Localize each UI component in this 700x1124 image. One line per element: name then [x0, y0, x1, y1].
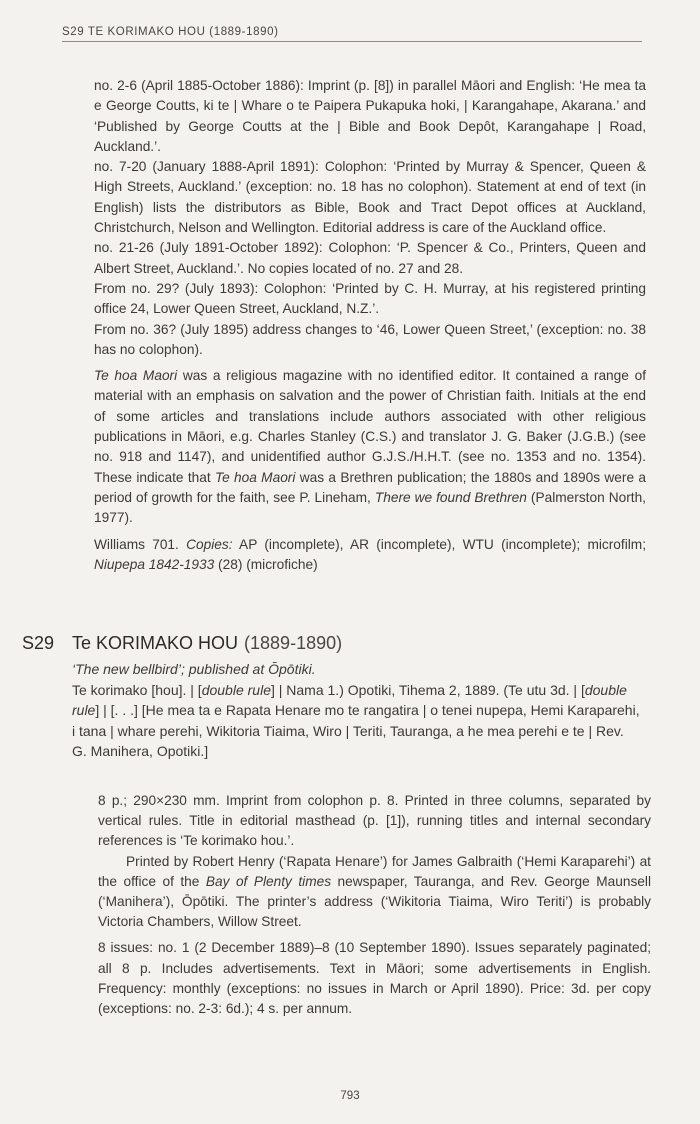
printer-text-2: newspaper, Tauranga, and Rev. George Maunsell (‘Manihera’), Ōpōtiki. The printer’s address (‘Wikitoria Tiaima, Wiro Teriti’) is probably Victoria Chambers, Willow Street. [98, 873, 652, 930]
entry-transcription [72, 659, 642, 762]
copies-label: Copies: [186, 536, 233, 552]
copies-ref: Williams 701. [94, 536, 187, 552]
title-transcription [72, 680, 642, 762]
physical-description: 8 p.; 290×230 mm. Imprint from colophon p. 8. Printed in three columns, separated by vertical rules. Title in editorial masthead (p. [1]), running titles and internal secondary references is ‘Te korimako hou.’. [98, 793, 651, 849]
entry-dates: (1889-1890) [244, 633, 343, 653]
niupepa-title: Niupepa 1842-1933 [94, 556, 215, 572]
printer-note [98, 852, 651, 933]
newspaper-title: Bay of Plenty times [205, 873, 332, 889]
copies-end: (28) (microfiche) [214, 556, 318, 572]
address-note-5: From no. 36? (July 1895) address changes to ‘46, Lower Queen Street,’ (exception: no. 38 has no colophon). [94, 321, 646, 357]
entry-subtitle: ‘The new bellbird’; published at Ōpōtiki. [72, 661, 316, 677]
description-text-3: (Palmerston North, 1977). [94, 489, 646, 526]
double-rule-1: double rule [201, 681, 271, 698]
double-rule-2: double rule [72, 681, 627, 718]
running-head: S29 TE KORIMAKO HOU (1889-1890) [62, 26, 642, 42]
printer-text-1: Printed by Robert Henry (‘Rapata Henare’) for James Galbraith (‘Hemi Karaparehi’) at the office of the [98, 853, 651, 889]
copies-text: AP (incomplete), AR (incomplete), WTU (incomplete); microfilm; [232, 536, 646, 552]
description-text-1: was a religious magazine with no identified editor. It contained a range of material with an emphasis on salvation and the power of Christian faith. Initials at the end of some articles and translations include authors associated with other religious publications in Māori, e.g. Charles Stanley (C.S.) and translator J. G. Baker (J.G.B.) (see no. 918 and 1147), and unidentified author G.J.S./H.H.T. (see no. 1353 and no. 1354). These indicate that [94, 368, 646, 485]
entry-title: Te KORIMAKO HOU [72, 633, 239, 653]
issues-note: 8 issues: no. 1 (2 December 1889)–8 (10 September 1890). Issues separately paginated; all 8 p. Includes advertisements. Text in Māori; some advertisements in English. Frequency: monthly (exceptions: no issues in March or April 1890). Price: 3d. per copy (exceptions: no. 2-3: 6d.); 4 s. per annum. [98, 940, 651, 1017]
transcription-part-1: Te korimako [hou]. | [ [72, 681, 202, 698]
previous-entry-continuation [94, 76, 646, 575]
description-text-2: was a Brethren publication; the 1880s and 1890s were a period of growth for the faith, see P. Lineham, [94, 469, 646, 505]
transcription-part-3: ] | [. . .] [He mea ta e Rapata Henare mo te rangatira | o tenei nupepa, Hemi Karaparehi, i tana | whare perehi, Wikitoria Tiaima, Wiro | Teriti, Tauranga, a he mea perehi e te | Rev. G. Manihera, Opotiki.] [72, 702, 640, 759]
colophon-note-2: no. 7-20 (January 1888-April 1891): Colophon: ‘Printed by Murray & Spencer, Queen & High Streets, Auckland.’ (exception: no. 18 has no colophon). Statement at end of text (in English) lists the distributors as Bible, Book and Tract Depot offices at Auckland, Christchurch, Nelson and Wellington. Editorial address is care of the Auckland office. [94, 159, 646, 236]
transcription-part-2: ] | Nama 1.) Opotiki, Tihema 2, 1889. (Te utu 3d. | [ [270, 681, 585, 698]
colophon-note-3: no. 21-26 (July 1891-October 1892): Colophon: ‘P. Spencer & Co., Printers, Queen and Albert Street, Auckland.’. No copies located of no. 27 and 28. [94, 240, 646, 276]
copies-paragraph [94, 535, 646, 576]
entry-code: S29 [22, 633, 55, 653]
publication-title: Te hoa Maori [94, 368, 178, 384]
book-title: There we found Brethren [374, 489, 527, 505]
colophon-note-4: From no. 29? (July 1893): Colophon: ‘Printed by C. H. Murray, at his registered printing office 24, Lower Queen Street, Auckland, N.Z.’. [94, 280, 646, 317]
imprint-note-1: no. 2-6 (April 1885-October 1886): Imprint (p. [8]) in parallel Māori and English: ‘He mea ta e George Coutts, ki te | Whare o te Paipera Pukapuka hoki, | Karangahape, Akarana.’ and ‘Published by George Coutts at the | Bible and Book Depôt, Karangahape | Road, Auckland.’. [94, 78, 646, 154]
entry-body [98, 791, 651, 1019]
description-paragraph [94, 366, 646, 528]
entry-heading [22, 633, 662, 654]
publication-title-2: Te hoa Maori [215, 469, 296, 485]
page-number: 793 [340, 1090, 360, 1102]
